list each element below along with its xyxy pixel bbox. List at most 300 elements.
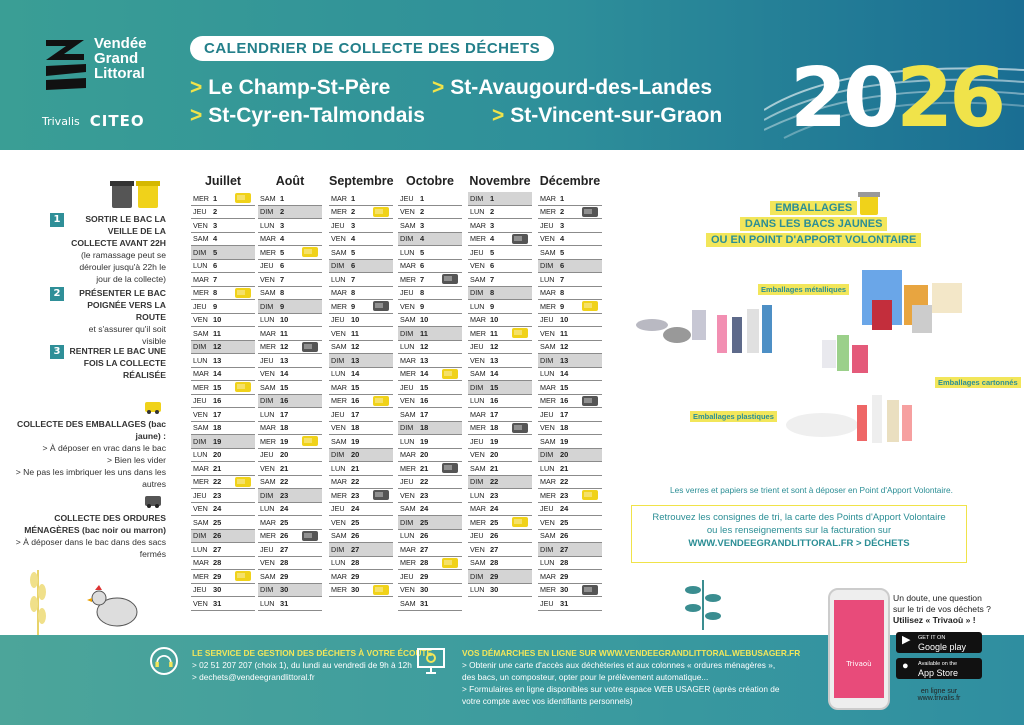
month-header: Novembre <box>469 174 531 188</box>
day-row <box>398 489 462 503</box>
day-row <box>398 530 462 544</box>
day-row <box>191 557 255 571</box>
weekday-label: VEN <box>193 504 208 514</box>
day-row <box>468 422 532 436</box>
weekday-label: LUN <box>331 274 346 284</box>
day-row <box>398 462 462 476</box>
day-row <box>258 260 322 274</box>
weekday-label: LUN <box>540 369 555 379</box>
day-row <box>258 570 322 584</box>
day-row <box>538 530 602 544</box>
day-row <box>258 557 322 571</box>
day-number: 20 <box>420 450 429 460</box>
weekday-label: MAR <box>193 369 209 379</box>
day-number: 21 <box>351 463 360 473</box>
day-number: 29 <box>351 571 360 581</box>
day-row <box>329 300 393 314</box>
day-number: 10 <box>213 315 222 325</box>
weekday-label: VEN <box>470 261 485 271</box>
day-row <box>468 462 532 476</box>
weekday-label: MAR <box>540 571 556 581</box>
day-row <box>191 462 255 476</box>
day-number: 14 <box>490 369 499 379</box>
black-truck-icon <box>582 396 598 406</box>
day-row <box>329 233 393 247</box>
weekday-label: MER <box>470 423 486 433</box>
weekday-label: VEN <box>400 301 415 311</box>
day-number: 18 <box>490 423 499 433</box>
day-number: 25 <box>560 517 569 527</box>
day-number: 3 <box>490 220 495 230</box>
yellow-truck-icon <box>302 436 318 446</box>
service-phone[interactable]: > 02 51 207 207 (choix 1), du lundi au vendredi de 9h à 12h <box>192 660 412 670</box>
day-number: 24 <box>560 504 569 514</box>
day-row <box>258 327 322 341</box>
day-row <box>329 395 393 409</box>
day-number: 3 <box>560 220 565 230</box>
weekday-label: DIM <box>540 450 554 460</box>
day-row <box>398 381 462 395</box>
weekday-label: LUN <box>260 409 275 419</box>
day-number: 23 <box>560 490 569 500</box>
day-row <box>538 543 602 557</box>
day-row <box>329 341 393 355</box>
trivalis-link[interactable]: en ligne sur www.trivalis.fr <box>917 688 961 702</box>
day-row <box>468 314 532 328</box>
weekday-label: JEU <box>470 247 484 257</box>
day-number: 15 <box>213 382 222 392</box>
weekday-label: SAM <box>260 571 276 581</box>
weekday-label: DIM <box>331 544 345 554</box>
black-truck-icon <box>582 207 598 217</box>
step-3-text: RENTRER LE BAC UNE FOIS LA COLLECTE RÉALISÉE <box>69 346 166 380</box>
weekday-label: MER <box>331 396 347 406</box>
day-number: 21 <box>213 463 222 473</box>
day-row <box>468 503 532 517</box>
day-row <box>538 314 602 328</box>
day-number: 4 <box>420 234 425 244</box>
day-row <box>538 570 602 584</box>
day-row <box>398 219 462 233</box>
day-row <box>398 287 462 301</box>
day-row <box>538 354 602 368</box>
weekday-label: DIM <box>400 423 414 433</box>
day-number: 11 <box>280 328 288 338</box>
day-row <box>191 381 255 395</box>
day-number: 26 <box>420 531 429 541</box>
label-metal-packaging: Emballages métalliques <box>758 284 849 295</box>
day-number: 4 <box>213 234 218 244</box>
day-row <box>468 368 532 382</box>
day-number: 2 <box>351 207 356 217</box>
google-play-icon: ▶ <box>902 634 911 646</box>
day-row <box>191 422 255 436</box>
weekday-label: DIM <box>470 571 484 581</box>
day-number: 23 <box>280 490 289 500</box>
day-row <box>191 489 255 503</box>
online-line-2: des bacs, un composteur, opter pour le prélèvement automatique... <box>462 672 709 682</box>
month-column <box>468 170 532 597</box>
weekday-label: JEU <box>331 504 345 514</box>
step-1-number: 1 <box>50 213 64 227</box>
day-number: 20 <box>490 450 499 460</box>
day-row <box>398 449 462 463</box>
black-truck-icon <box>302 342 318 352</box>
day-number: 18 <box>560 423 569 433</box>
logo-line-3: Littoral <box>94 65 145 82</box>
day-row <box>258 516 322 530</box>
day-number: 18 <box>420 423 429 433</box>
day-row <box>329 287 393 301</box>
yellow-truck-icon <box>442 369 458 379</box>
service-email[interactable]: > dechets@vendeegrandlittoral.fr <box>192 672 315 682</box>
weekday-label: LUN <box>540 463 555 473</box>
day-number: 4 <box>490 234 495 244</box>
weekday-label: VEN <box>193 409 208 419</box>
day-row <box>191 219 255 233</box>
weekday-label: SAM <box>331 436 347 446</box>
day-row <box>538 435 602 449</box>
day-number: 10 <box>351 315 360 325</box>
headset-icon <box>150 647 178 675</box>
day-number: 26 <box>490 531 499 541</box>
weekday-label: JEU <box>540 220 554 230</box>
day-number: 10 <box>490 315 499 325</box>
day-number: 10 <box>280 315 289 325</box>
day-row <box>398 557 462 571</box>
yellow-truck-icon <box>512 328 528 338</box>
weekday-label: MAR <box>193 274 209 284</box>
day-row <box>191 584 255 598</box>
weekday-label: VEN <box>260 558 275 568</box>
weekday-label: MAR <box>331 477 347 487</box>
weekday-label: VEN <box>540 423 555 433</box>
weekday-label: DIM <box>400 517 414 527</box>
month-column <box>398 170 462 611</box>
day-number: 9 <box>420 301 425 311</box>
day-number: 29 <box>490 571 499 581</box>
weekday-label: DIM <box>260 301 274 311</box>
yellow-truck-icon <box>442 558 458 568</box>
weekday-label: MAR <box>470 409 486 419</box>
weekday-label: MER <box>260 247 276 257</box>
day-row <box>468 557 532 571</box>
day-number: 9 <box>213 301 218 311</box>
weekday-label: VEN <box>400 396 415 406</box>
day-row <box>398 300 462 314</box>
weekday-label: JEU <box>193 301 207 311</box>
weekday-label: SAM <box>331 342 347 352</box>
weekday-label: SAM <box>540 342 556 352</box>
apple-icon: ● <box>902 660 909 672</box>
day-number: 15 <box>351 382 360 392</box>
weekday-label: DIM <box>193 342 207 352</box>
label-carton-packaging: Emballages cartonnés <box>935 377 1021 388</box>
month-header: Octobre <box>406 174 454 188</box>
weekday-label: DIM <box>331 450 345 460</box>
day-number: 3 <box>420 220 425 230</box>
weekday-label: JEU <box>193 396 207 406</box>
weekday-label: JEU <box>540 598 554 608</box>
day-number: 7 <box>560 274 565 284</box>
weekday-label: MAR <box>540 477 556 487</box>
vgl-logo-icon <box>44 36 88 92</box>
day-number: 28 <box>490 558 499 568</box>
weekday-label: DIM <box>540 355 554 365</box>
black-truck-icon <box>442 463 458 473</box>
day-number: 12 <box>490 342 499 352</box>
weekday-label: SAM <box>540 531 556 541</box>
day-number: 4 <box>351 234 356 244</box>
app-store-button[interactable]: ● Available on the App Store <box>896 658 982 679</box>
day-row <box>191 233 255 247</box>
packaging-collection-info: COLLECTE DES EMBALLAGES (bac jaune) : > À déposer en vrac dans le bac > Bien les vider > Ne pas les imbriquer les uns dans les autres <box>15 419 166 489</box>
day-row <box>538 381 602 395</box>
weekday-label: MER <box>470 234 486 244</box>
day-number: 27 <box>490 544 499 554</box>
day-number: 31 <box>560 598 569 608</box>
day-number: 14 <box>560 369 569 379</box>
weekday-label: MAR <box>400 261 416 271</box>
day-number: 8 <box>351 288 356 298</box>
page-title: CALENDRIER DE COLLECTE DES DÉCHETS <box>190 36 554 61</box>
weekday-label: JEU <box>540 409 554 419</box>
weekday-label: SAM <box>400 409 416 419</box>
day-number: 22 <box>213 477 222 487</box>
service-title: LE SERVICE DE GESTION DES DÉCHETS À VOTRE ÉCOUTE <box>192 648 433 658</box>
weekday-label: JEU <box>193 490 207 500</box>
day-number: 22 <box>351 477 360 487</box>
day-row <box>398 503 462 517</box>
weekday-label: VEN <box>400 207 415 217</box>
day-row <box>191 327 255 341</box>
weekday-label: LUN <box>260 220 275 230</box>
day-number: 13 <box>280 355 289 365</box>
weekday-label: VEN <box>193 315 208 325</box>
yellow-truck-icon <box>582 490 598 500</box>
day-row <box>191 408 255 422</box>
weekday-label: SAM <box>260 193 276 203</box>
day-number: 4 <box>560 234 565 244</box>
day-row <box>468 435 532 449</box>
day-row <box>191 354 255 368</box>
day-number: 24 <box>490 504 499 514</box>
weekday-label: MER <box>331 207 347 217</box>
day-row <box>468 381 532 395</box>
weekday-label: VEN <box>400 585 415 595</box>
logo-line-1: Vendée <box>94 35 147 52</box>
website-link[interactable]: WWW.VENDEEGRANDLITTORAL.FR > DÉCHETS <box>688 538 910 549</box>
weekday-label: VEN <box>193 220 208 230</box>
day-number: 1 <box>560 193 565 203</box>
commune-3: > St-Cyr-en-Talmondais <box>190 104 425 127</box>
day-number: 30 <box>420 585 429 595</box>
day-number: 21 <box>490 463 499 473</box>
day-number: 27 <box>213 544 222 554</box>
weekday-label: SAM <box>470 274 486 284</box>
day-number: 17 <box>420 409 429 419</box>
day-row <box>538 449 602 463</box>
weekday-label: VEN <box>470 355 485 365</box>
day-row <box>398 476 462 490</box>
day-row <box>258 435 322 449</box>
online-line-4: votre compte avec vos identifiants personnels) <box>462 696 633 706</box>
day-row <box>538 300 602 314</box>
day-number: 29 <box>420 571 429 581</box>
weekday-label: MAR <box>400 355 416 365</box>
day-number: 12 <box>420 342 429 352</box>
day-row <box>398 597 462 611</box>
day-number: 2 <box>420 207 425 217</box>
day-number: 20 <box>280 450 289 460</box>
day-row <box>329 476 393 490</box>
day-row <box>329 570 393 584</box>
day-number: 25 <box>280 517 289 527</box>
weekday-label: MER <box>331 301 347 311</box>
weekday-label: VEN <box>540 328 555 338</box>
weekday-label: DIM <box>260 207 274 217</box>
weekday-label: SAM <box>470 463 486 473</box>
day-number: 25 <box>420 517 429 527</box>
day-row <box>329 273 393 287</box>
sorting-info-box <box>631 505 967 563</box>
day-row <box>258 503 322 517</box>
day-row <box>191 368 255 382</box>
day-row <box>398 368 462 382</box>
header-banner <box>0 0 1024 150</box>
day-number: 3 <box>351 220 356 230</box>
day-number: 24 <box>280 504 289 514</box>
day-number: 11 <box>420 328 428 338</box>
yellow-truck-icon <box>235 193 251 203</box>
partner-logos <box>42 112 145 130</box>
weekday-label: MAR <box>331 571 347 581</box>
weekday-label: SAM <box>540 436 556 446</box>
day-row <box>258 273 322 287</box>
day-number: 19 <box>490 436 499 446</box>
day-number: 19 <box>213 436 222 446</box>
day-row <box>398 273 462 287</box>
weekday-label: JEU <box>260 450 274 460</box>
day-number: 10 <box>420 315 429 325</box>
day-number: 4 <box>280 234 285 244</box>
day-row <box>398 584 462 598</box>
weekday-label: MAR <box>260 517 276 527</box>
weekday-label: LUN <box>331 369 346 379</box>
weekday-label: MAR <box>193 558 209 568</box>
bins-icon <box>110 178 162 210</box>
weekday-label: VEN <box>540 234 555 244</box>
day-row <box>398 233 462 247</box>
day-row <box>468 300 532 314</box>
day-row <box>538 597 602 611</box>
weekday-label: VEN <box>470 450 485 460</box>
yellow-truck-icon <box>235 288 251 298</box>
day-row <box>329 368 393 382</box>
weekday-label: MAR <box>400 450 416 460</box>
day-number: 2 <box>280 207 285 217</box>
day-row <box>538 192 602 206</box>
day-row <box>329 435 393 449</box>
month-header: Décembre <box>539 174 601 188</box>
google-play-button[interactable]: ▶ GET IT ON Google play <box>896 632 982 653</box>
black-truck-icon <box>145 496 161 508</box>
day-number: 13 <box>351 355 360 365</box>
day-row <box>329 260 393 274</box>
weekday-label: MER <box>470 517 486 527</box>
day-number: 24 <box>351 504 360 514</box>
weekday-label: MAR <box>260 423 276 433</box>
day-number: 14 <box>213 369 222 379</box>
yellow-truck-icon <box>235 382 251 392</box>
day-row <box>191 435 255 449</box>
day-number: 22 <box>420 477 429 487</box>
day-row <box>329 543 393 557</box>
hen-illustration <box>85 582 145 634</box>
day-number: 8 <box>490 288 495 298</box>
day-row <box>538 341 602 355</box>
month-column <box>538 170 602 611</box>
day-row <box>538 476 602 490</box>
household-waste-info: COLLECTE DES ORDURES MÉNAGÈRES (bac noir ou marron) > À déposer dans le bac dans des sacs fermés <box>15 513 166 559</box>
day-number: 14 <box>420 369 429 379</box>
weekday-label: DIM <box>260 396 274 406</box>
day-number: 28 <box>213 558 222 568</box>
day-row <box>398 314 462 328</box>
day-row <box>258 489 322 503</box>
month-column <box>191 170 255 611</box>
weekday-label: MER <box>400 558 416 568</box>
yellow-truck-icon <box>235 571 251 581</box>
day-row <box>258 422 322 436</box>
month-column <box>329 170 393 597</box>
online-line-1: > Obtenir une carte d'accès aux déchèteries et aux colonnes « ordures ménagères », <box>462 660 776 670</box>
day-number: 26 <box>351 531 360 541</box>
weekday-label: SAM <box>400 598 416 608</box>
day-row <box>538 246 602 260</box>
day-row <box>468 192 532 206</box>
weekday-label: LUN <box>331 558 346 568</box>
weekday-label: LUN <box>193 355 208 365</box>
day-number: 29 <box>213 571 222 581</box>
day-number: 22 <box>280 477 289 487</box>
day-number: 5 <box>560 247 565 257</box>
weekday-label: DIM <box>193 436 207 446</box>
day-row <box>538 395 602 409</box>
month-column <box>258 170 322 611</box>
weekday-label: MER <box>193 288 209 298</box>
weekday-label: LUN <box>470 490 485 500</box>
day-number: 18 <box>351 423 360 433</box>
black-truck-icon <box>512 423 528 433</box>
day-row <box>398 422 462 436</box>
day-number: 26 <box>560 531 569 541</box>
weekday-label: SAM <box>470 369 486 379</box>
day-row <box>258 395 322 409</box>
day-number: 5 <box>280 247 285 257</box>
weekday-label: MER <box>400 369 416 379</box>
day-row <box>191 516 255 530</box>
weekday-label: MER <box>193 477 209 487</box>
weekday-label: LUN <box>400 247 415 257</box>
day-row <box>329 516 393 530</box>
day-number: 31 <box>213 598 222 608</box>
weekday-label: MAR <box>540 193 556 203</box>
day-row <box>258 206 322 220</box>
day-row <box>538 584 602 598</box>
day-number: 2 <box>490 207 495 217</box>
day-number: 28 <box>280 558 289 568</box>
